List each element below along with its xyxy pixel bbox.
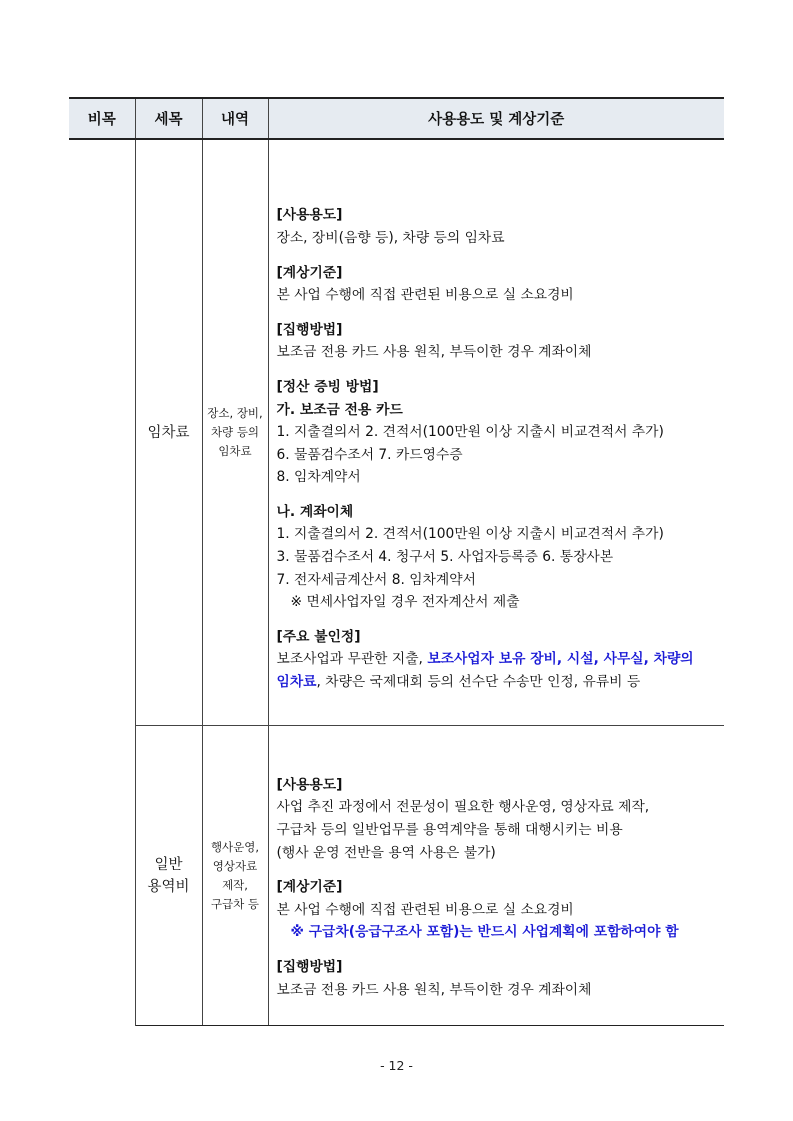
semok-line: 일반 <box>154 856 183 873</box>
semok-cell: 임차료 <box>135 139 202 726</box>
naeyeok-cell <box>202 726 268 1026</box>
reject-highlight: 임차료 <box>276 674 317 691</box>
section-text: 보조금 전용 카드 사용 원칙, 부득이한 경우 계좌이체 <box>276 981 592 998</box>
section-text <box>277 671 721 694</box>
reject-text: 보조사업과 무관한 지출, <box>276 651 428 668</box>
section-heading: [계상기준] <box>276 879 343 896</box>
section-text: 장소, 장비(음향 등), 차량 등의 임차료 <box>276 229 505 246</box>
naeyeok-line: 행사운영, <box>210 839 260 854</box>
section-text: 사업 추진 과정에서 전문성이 필요한 행사운영, 영상자료 제작, <box>276 799 650 816</box>
naeyeok-line: 임차료 <box>218 444 252 458</box>
naeyeok-line: 제작, <box>222 877 248 892</box>
naeyeok-line: 장소, 장비, <box>207 406 263 420</box>
budget-table <box>69 97 724 1026</box>
list-item: 8. 임차계약서 <box>276 469 361 486</box>
table-row <box>69 139 724 726</box>
section-text: 구급차 등의 일반업무를 용역계약을 통해 대행시키는 비용 <box>276 822 623 839</box>
header-bimok: 비목 <box>69 98 135 139</box>
note-text: ※ 구급차(응급구조사 포함)는 반드시 사업계획에 포함하여야 함 <box>290 924 679 941</box>
section-text: 본 사업 수행에 직접 관련된 비용으로 실 소요경비 <box>276 287 574 304</box>
section-text <box>277 648 721 671</box>
semok-cell <box>135 726 202 1026</box>
section-text: (행사 운영 전반을 용역 사용은 불가) <box>276 844 496 861</box>
list-item: 3. 물품검수조서 4. 청구서 5. 사업자등록증 6. 통장사본 <box>276 549 614 566</box>
list-item: 1. 지출결의서 2. 견적서(100만원 이상 지출시 비교견적서 추가) <box>276 424 664 441</box>
section-heading: [집행방법] <box>276 958 343 975</box>
section-heading: [사용용도] <box>276 776 343 793</box>
bimok-cell <box>69 139 135 1026</box>
section-heading: [주요 불인정] <box>276 628 361 645</box>
section-heading: [계상기준] <box>276 264 343 281</box>
note-text: ※ 면세사업자일 경우 전자계산서 제출 <box>290 594 520 611</box>
page-number: - 12 - <box>380 1058 413 1073</box>
section-text: 보조금 전용 카드 사용 원칙, 부득이한 경우 계좌이체 <box>276 344 592 361</box>
reject-highlight: 보조사업자 보유 장비, 시설, 사무실, 차량의 <box>427 651 694 668</box>
naeyeok-line: 영상자료 <box>212 858 258 873</box>
section-heading: [정산 증빙 방법] <box>276 378 379 395</box>
subsection-heading: 나. 계좌이체 <box>276 503 354 520</box>
table-row <box>69 726 724 1026</box>
list-item: 1. 지출결의서 2. 견적서(100만원 이상 지출시 비교견적서 추가) <box>276 526 664 543</box>
section-heading: [사용용도] <box>276 207 343 224</box>
table-header-row <box>69 98 724 139</box>
naeyeok-cell <box>202 139 268 726</box>
list-item: 6. 물품검수조서 7. 카드영수증 <box>276 446 463 463</box>
semok-line: 용역비 <box>147 878 190 895</box>
list-item: 7. 전자세금계산서 8. 임차계약서 <box>276 571 476 588</box>
reject-text: , 차량은 국제대회 등의 선수단 수송만 인정, 유류비 등 <box>316 674 641 691</box>
naeyeok-line: 구급차 등 <box>210 896 260 911</box>
header-usage: 사용용도 및 계상기준 <box>268 98 724 139</box>
section-text: 본 사업 수행에 직접 관련된 비용으로 실 소요경비 <box>276 901 574 918</box>
naeyeok-line: 차량 등의 <box>210 425 260 439</box>
section-heading: [집행방법] <box>276 321 343 338</box>
usage-cell <box>268 139 724 726</box>
usage-cell <box>268 726 724 1026</box>
subsection-heading: 가. 보조금 전용 카드 <box>276 401 403 418</box>
header-naeyeok: 내역 <box>202 98 268 139</box>
header-semok: 세목 <box>135 98 202 139</box>
